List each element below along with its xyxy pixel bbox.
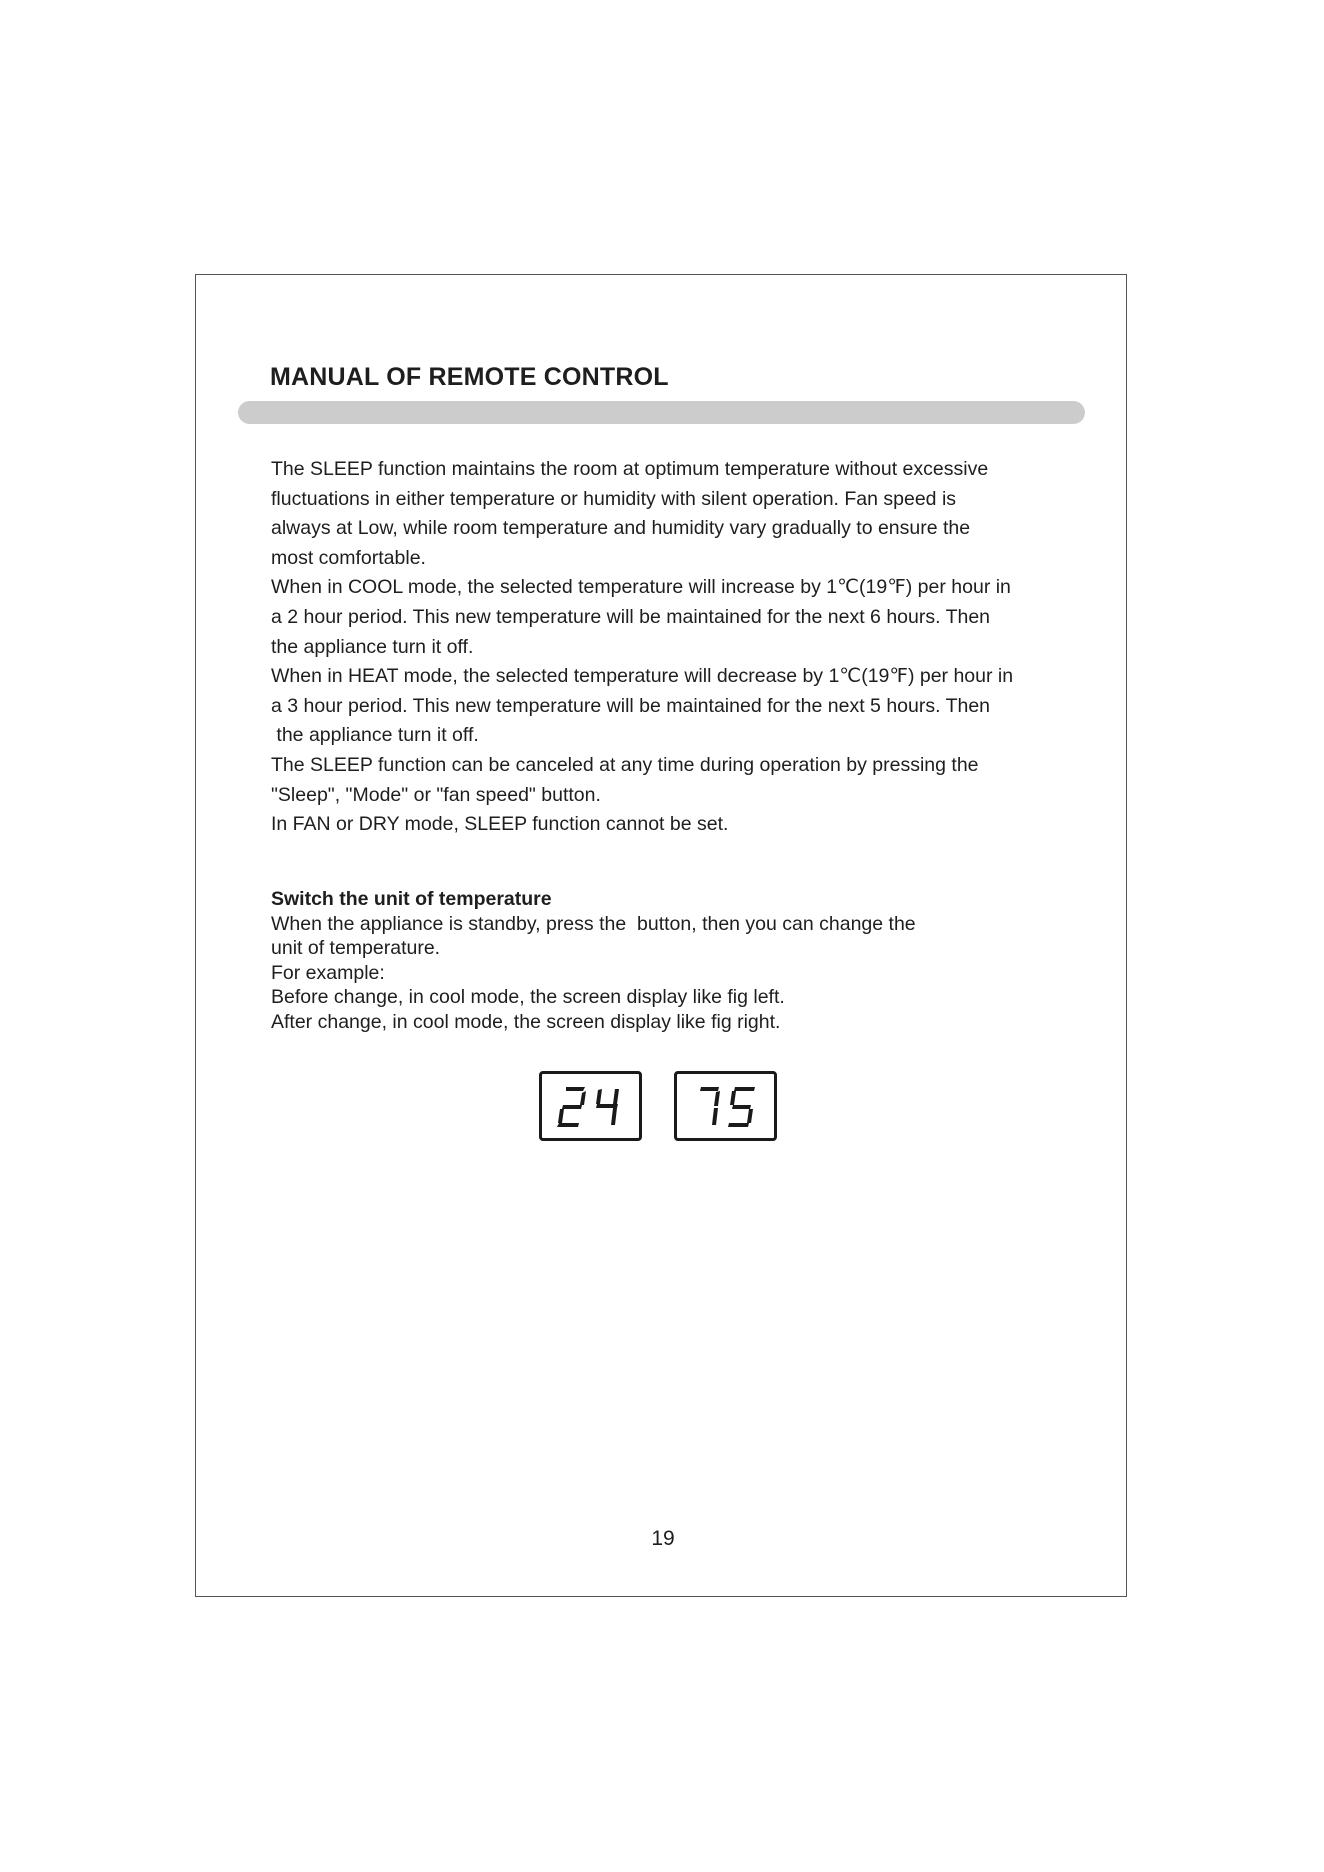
text-line: The SLEEP function can be canceled at any time during operation by pressing the [271,753,979,776]
text-line: When in COOL mode, the selected temperature will increase by 1℃(19℉) per hour in [271,576,1011,599]
page-number: 19 [651,1527,675,1550]
digit-7 [700,1087,720,1125]
title-underline-bar [238,401,1085,424]
text-line: For example: [271,961,385,984]
text-line: the appliance turn it off. [271,724,479,747]
text-line: the appliance turn it off. [271,635,474,658]
text-line: When in HEAT mode, the selected temperature will decrease by 1℃(19℉) per hour in [271,665,1014,688]
digit-4 [596,1089,619,1125]
seven-segment-digits-24 [542,1074,639,1138]
text-line: In FAN or DRY mode, SLEEP function cannot be set. [271,813,729,836]
seven-segment-digits-75 [677,1074,774,1138]
text-line: a 3 hour period. This new temperature will be maintained for the next 5 hours. Then [271,694,991,717]
section-heading: Switch the unit of temperature [271,888,552,910]
sleep-function-text [271,455,1071,840]
text-line: Before change, in cool mode, the screen display like fig left. [271,986,785,1009]
text-line: always at Low, while room temperature and humidity vary gradually to ensure the [271,517,971,540]
text-line: unit of temperature. [271,937,441,960]
text-line: most comfortable. [271,546,426,569]
page-title: MANUAL OF REMOTE CONTROL [270,363,669,391]
lcd-display-fahrenheit [674,1071,777,1141]
text-line: "Sleep", "Mode" or "fan speed" button. [271,783,601,806]
text-line: a 2 hour period. This new temperature will be maintained for the next 6 hours. Then [271,605,991,628]
text-line: When the appliance is standby, press the button, then you can change the [271,912,916,935]
text-line: The SLEEP function maintains the room at optimum temperature without excessive [271,458,989,480]
temperature-unit-section [271,887,1071,1035]
digit-5 [728,1087,755,1127]
digit-2 [557,1087,586,1127]
text-line: fluctuations in either temperature or humidity with silent operation. Fan speed is [271,487,957,510]
lcd-display-celsius [539,1071,642,1141]
text-line: After change, in cool mode, the screen display like fig right. [271,1010,781,1033]
